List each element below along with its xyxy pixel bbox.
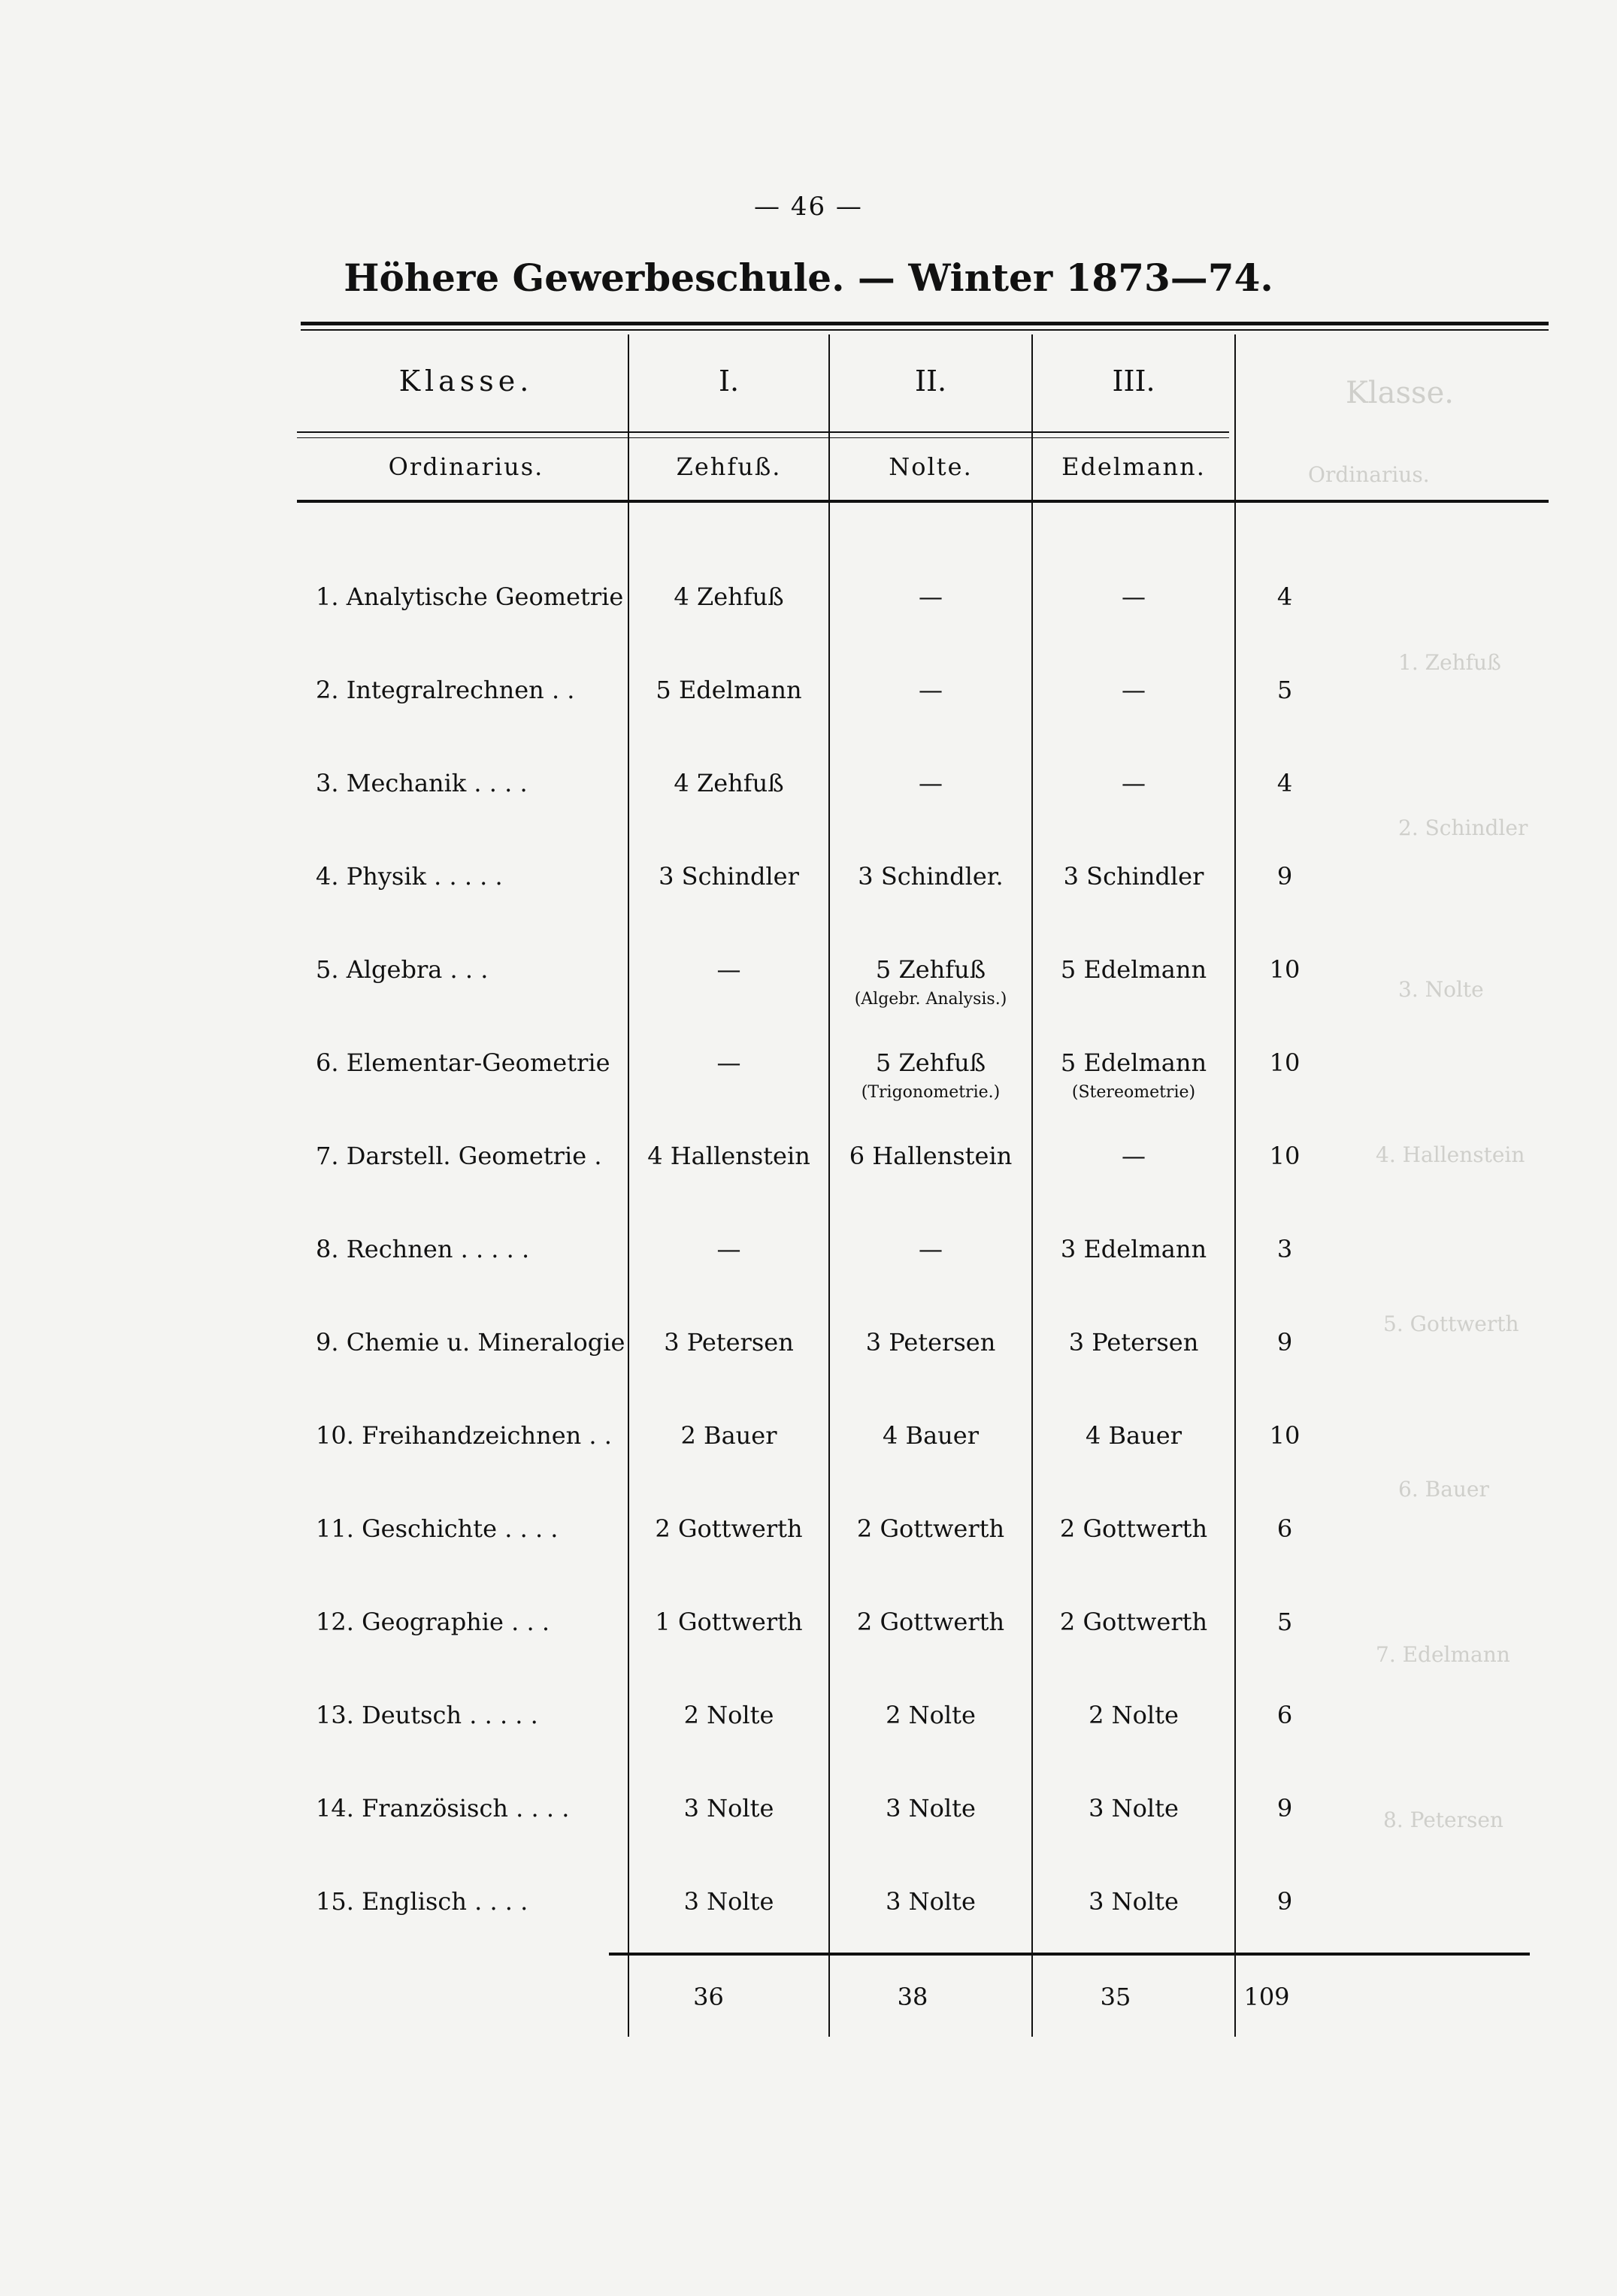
bleed-through-text: 8. Petersen bbox=[1383, 1807, 1503, 1832]
subject-label: 14. Französisch . . . . bbox=[316, 1794, 570, 1823]
class-header-II: II. bbox=[914, 365, 947, 398]
total-class-III: 35 bbox=[1100, 1983, 1131, 2011]
lessons-class-II: 5 Zehfuß bbox=[875, 955, 986, 984]
subject-label: 8. Rechnen . . . . . bbox=[316, 1235, 530, 1263]
lessons-class-I: 1 Gottwerth bbox=[655, 1608, 803, 1636]
lessons-class-I: 3 Nolte bbox=[683, 1887, 774, 1916]
lessons-class-II: 2 Gottwerth bbox=[856, 1514, 1005, 1543]
lessons-class-II: 3 Nolte bbox=[886, 1794, 976, 1823]
lessons-class-II: 2 Gottwerth bbox=[856, 1608, 1005, 1636]
lessons-class-I: 4 Hallenstein bbox=[647, 1142, 810, 1170]
lessons-class-II: 3 Schindler. bbox=[858, 862, 1004, 891]
lessons-class-II: 5 Zehfuß bbox=[875, 1048, 986, 1077]
lessons-class-III: 3 Edelmann bbox=[1060, 1235, 1207, 1263]
ordinarius-I: Zehfuß. bbox=[676, 452, 782, 481]
subject-label: 2. Integralrechnen . . bbox=[316, 676, 575, 704]
row-total: 6 bbox=[1276, 1701, 1293, 1729]
header-bottom-rule bbox=[297, 500, 1549, 503]
lessons-note-class-III: (Stereometrie) bbox=[1071, 1083, 1196, 1102]
lessons-class-II: — bbox=[919, 582, 943, 611]
row-total: 4 bbox=[1276, 769, 1293, 797]
subject-label: 5. Algebra . . . bbox=[316, 955, 489, 984]
lessons-class-III: — bbox=[1122, 769, 1146, 797]
lessons-class-III: — bbox=[1122, 1142, 1146, 1170]
lessons-class-III: 3 Petersen bbox=[1068, 1328, 1199, 1357]
lessons-class-II: 6 Hallenstein bbox=[849, 1142, 1013, 1170]
subject-label: 9. Chemie u. Mineralogie bbox=[316, 1328, 625, 1357]
subject-label: 15. Englisch . . . . bbox=[316, 1887, 528, 1916]
lessons-class-II: 3 Nolte bbox=[886, 1887, 976, 1916]
subject-label: 11. Geschichte . . . . bbox=[316, 1514, 559, 1543]
lessons-class-I: — bbox=[716, 955, 741, 984]
row-total: 6 bbox=[1276, 1514, 1293, 1543]
subject-label: 6. Elementar-Geometrie bbox=[316, 1048, 610, 1077]
lessons-class-II: — bbox=[919, 1235, 943, 1263]
lessons-class-I: 2 Gottwerth bbox=[655, 1514, 803, 1543]
lessons-class-I: 3 Nolte bbox=[683, 1794, 774, 1823]
total-class-I: 36 bbox=[693, 1983, 724, 2011]
lessons-class-III: 2 Nolte bbox=[1089, 1701, 1179, 1729]
row-total: 3 bbox=[1276, 1235, 1293, 1263]
lessons-class-III: 5 Edelmann bbox=[1060, 955, 1207, 984]
lessons-class-I: 3 Petersen bbox=[664, 1328, 794, 1357]
lessons-class-III: 2 Gottwerth bbox=[1059, 1608, 1208, 1636]
table-top-rule-thin bbox=[301, 329, 1549, 331]
lessons-class-I: 4 Zehfuß bbox=[674, 582, 784, 611]
lessons-class-III: 3 Nolte bbox=[1089, 1887, 1179, 1916]
row-total: 4 bbox=[1276, 582, 1293, 611]
lessons-class-III: 5 Edelmann bbox=[1060, 1048, 1207, 1077]
table-top-rule bbox=[301, 322, 1549, 325]
class-header-I: I. bbox=[718, 365, 740, 398]
ordinarius-III: Edelmann. bbox=[1061, 452, 1206, 481]
total-class-II: 38 bbox=[897, 1983, 928, 2011]
klasse-label: Klasse. bbox=[398, 365, 534, 398]
subject-label: 7. Darstell. Geometrie . bbox=[316, 1142, 602, 1170]
lessons-class-II: 4 Bauer bbox=[883, 1421, 979, 1450]
row-total: 9 bbox=[1276, 1328, 1293, 1357]
bleed-through-text: 4. Hallenstein bbox=[1376, 1142, 1525, 1167]
lessons-class-I: 4 Zehfuß bbox=[674, 769, 784, 797]
lessons-class-I: 3 Schindler bbox=[659, 862, 799, 891]
totals-rule bbox=[609, 1953, 1530, 1956]
row-total: 10 bbox=[1269, 1142, 1301, 1170]
lessons-class-I: 5 Edelmann bbox=[656, 676, 802, 704]
lessons-class-III: 3 Nolte bbox=[1089, 1794, 1179, 1823]
bleed-through-text: Klasse. bbox=[1346, 376, 1454, 410]
header-divider-thin bbox=[297, 437, 1229, 438]
class-header-III: III. bbox=[1112, 365, 1155, 398]
row-total: 9 bbox=[1276, 862, 1293, 891]
row-total: 10 bbox=[1269, 955, 1301, 984]
subject-label: 4. Physik . . . . . bbox=[316, 862, 503, 891]
lessons-class-II: 3 Petersen bbox=[865, 1328, 996, 1357]
row-total: 5 bbox=[1276, 1608, 1293, 1636]
lessons-class-II: — bbox=[919, 769, 943, 797]
lessons-note-class-II: (Algebr. Analysis.) bbox=[854, 990, 1007, 1009]
row-total: 9 bbox=[1276, 1887, 1293, 1916]
header-divider bbox=[297, 431, 1229, 433]
subject-label: 10. Freihandzeichnen . . bbox=[316, 1421, 612, 1450]
lessons-class-I: — bbox=[716, 1235, 741, 1263]
page-number: — 46 — bbox=[754, 192, 863, 222]
lessons-class-I: — bbox=[716, 1048, 741, 1077]
bleed-through-text: 2. Schindler bbox=[1398, 815, 1528, 840]
lessons-class-II: 2 Nolte bbox=[886, 1701, 976, 1729]
subject-label: 13. Deutsch . . . . . bbox=[316, 1701, 538, 1729]
ordinarius-label: Ordinarius. bbox=[388, 452, 544, 481]
subject-label: 3. Mechanik . . . . bbox=[316, 769, 528, 797]
bleed-through-text: 6. Bauer bbox=[1398, 1477, 1489, 1502]
lessons-class-III: — bbox=[1122, 676, 1146, 704]
lessons-class-II: — bbox=[919, 676, 943, 704]
ordinarius-II: Nolte. bbox=[889, 452, 973, 481]
subject-label: 1. Analytische Geometrie bbox=[316, 582, 624, 611]
row-total: 10 bbox=[1269, 1421, 1301, 1450]
lessons-class-III: 2 Gottwerth bbox=[1059, 1514, 1208, 1543]
grand-total: 109 bbox=[1243, 1983, 1290, 2011]
row-total: 10 bbox=[1269, 1048, 1301, 1077]
subject-label: 12. Geographie . . . bbox=[316, 1608, 550, 1636]
lessons-class-I: 2 Bauer bbox=[680, 1421, 777, 1450]
bleed-through-text: Ordinarius. bbox=[1308, 462, 1430, 487]
bleed-through-text: 1. Zehfuß bbox=[1398, 650, 1501, 675]
row-total: 5 bbox=[1276, 676, 1293, 704]
bleed-through-text: 3. Nolte bbox=[1398, 977, 1484, 1002]
lessons-class-III: 3 Schindler bbox=[1063, 862, 1204, 891]
page-title: Höhere Gewerbeschule. — Winter 1873—74. bbox=[344, 256, 1273, 300]
lessons-class-III: — bbox=[1122, 582, 1146, 611]
bleed-through-text: 7. Edelmann bbox=[1376, 1642, 1510, 1667]
lessons-class-III: 4 Bauer bbox=[1086, 1421, 1182, 1450]
row-total: 9 bbox=[1276, 1794, 1293, 1823]
lessons-note-class-II: (Trigonometrie.) bbox=[861, 1083, 1001, 1102]
lessons-class-I: 2 Nolte bbox=[683, 1701, 774, 1729]
bleed-through-text: 5. Gottwerth bbox=[1383, 1311, 1519, 1336]
